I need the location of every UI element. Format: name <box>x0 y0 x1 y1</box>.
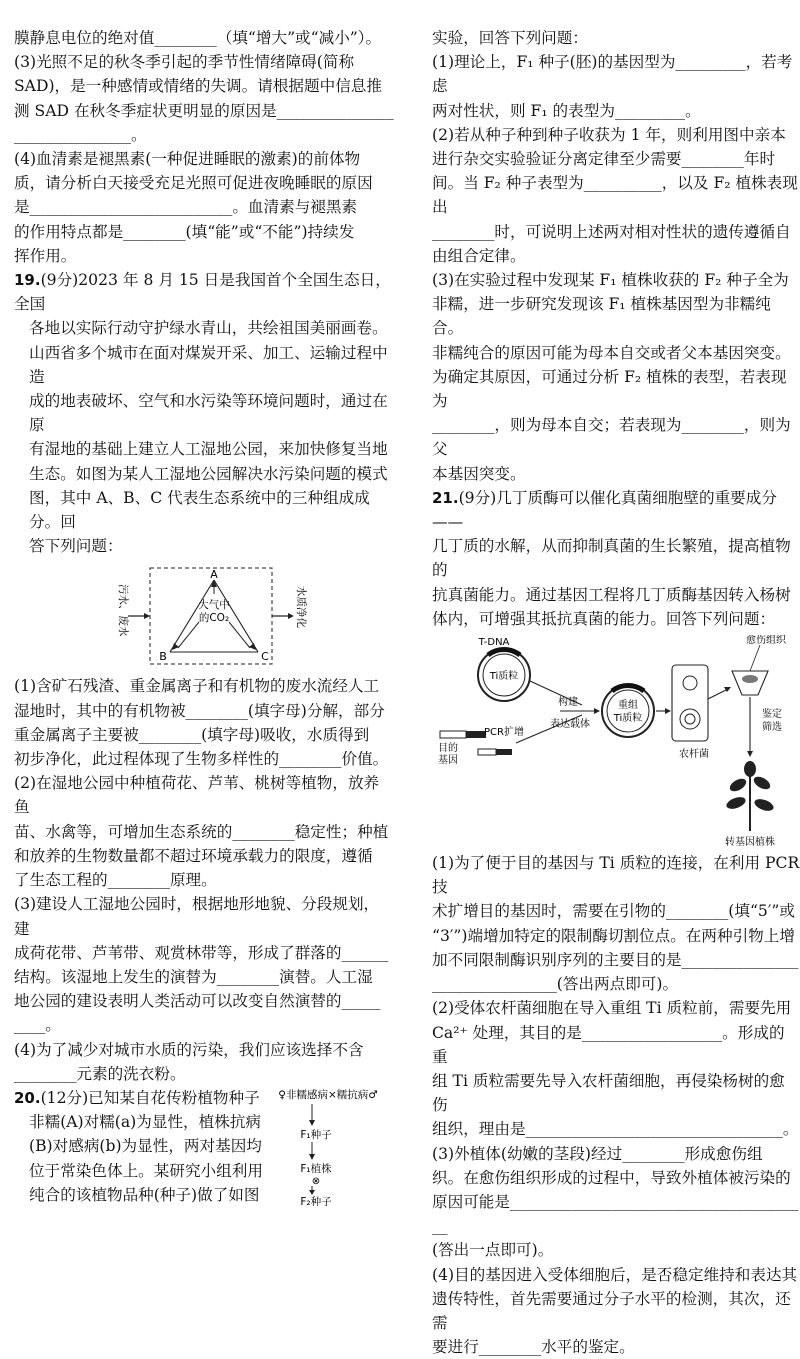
text-line: ________时，可说明上述两对相对性状的遗传遵循自 <box>432 222 791 241</box>
text-line: 生态。如图为某人工湿地公园解决水污染问题的模式 <box>29 464 388 483</box>
text-line: 挥作用。 <box>14 246 77 265</box>
pcr-product-2 <box>496 749 512 755</box>
text-line: 本基因突变。 <box>432 464 526 483</box>
text-line: 成的地表破坏、空气和水污染等环境问题时，通过在原 <box>29 392 388 435</box>
transgenic-plant-label: 转基因植株 <box>725 837 775 848</box>
cross-diagram <box>264 1086 394 1206</box>
text-line: 的作用特点都是________(填“能”或“不能”)持续发 <box>14 222 355 241</box>
plant-leaf-icon <box>752 774 773 792</box>
node-b-label: B <box>159 650 167 664</box>
text-line: 由组合定律。 <box>432 246 526 265</box>
text-line: 非糯(A)对糯(a)为显性，植株抗病 <box>29 1113 262 1132</box>
text-line: (3)外植体(幼嫩的茎段)经过________形成愈伤组 <box>432 1144 763 1163</box>
center-label-2: 的CO₂ <box>198 612 230 625</box>
arrowhead-plant <box>747 751 753 757</box>
text-line: 重金属离子主要被________(填字母)吸收，水质得到 <box>14 725 370 744</box>
text-line: 有湿地的基础上建立人工湿地公园，来加快修复当地 <box>29 440 388 459</box>
text-line: SAD)，是一种感情或情绪的失调。请根据题中信息推 <box>14 77 382 96</box>
text-line: (4)血清素是褪黑素(一种促进睡眠的激素)的前体物 <box>14 150 361 169</box>
text-line: 非糯纯合的原因可能为母本自交或者父本基因突变。 <box>432 343 791 362</box>
text-line: _______________。 <box>14 125 147 144</box>
inflow-arrowhead <box>144 613 150 619</box>
text-line: 和放养的生物数量都不超过环境承载力的限度，遵循 <box>14 846 373 865</box>
edge-center-c <box>229 622 250 648</box>
f2-seed-label: F₂种子 <box>300 1195 332 1206</box>
cross-diagram-svg <box>264 1086 394 1206</box>
text-line: 要进行________水平的鉴定。 <box>432 1338 635 1357</box>
arrow-to-callus <box>708 689 728 699</box>
arrowhead-3 <box>309 1190 315 1195</box>
text-line: 结构。该湿地上发生的演替为________演替。人工湿 <box>14 967 373 986</box>
ti-plasmid-label: Ti质粒 <box>489 671 519 683</box>
outflow-label: 水质净化 <box>295 586 307 629</box>
text-line: 术扩增目的基因时，需要在引物的________(填“5′”或 <box>432 902 795 921</box>
text-line: 各地以实际行动守护绿水青山，共绘祖国美丽画卷。 <box>29 319 388 338</box>
text-line: 非糯，进一步研究发现该 F₁ 植株基因型为非糯纯合。 <box>432 295 771 338</box>
recombinant-label-2: Ti质粒 <box>613 713 643 725</box>
text-line: ________________(答出两点即可)。 <box>432 975 679 994</box>
text-line: 间。当 F₂ 种子表型为__________，以及 F₂ 植株表现出 <box>432 174 798 217</box>
text-line: (1)为了便于目的基因与 Ti 质粒的连接，在利用 PCR 技 <box>432 854 800 897</box>
text-line: 答下列问题： <box>29 537 123 556</box>
text-line: (1)理论上，F₁ 种子(胚)的基因型为_________，若考虑 <box>432 53 793 96</box>
text-line: 两对性状，则 F₁ 的表型为_________。 <box>432 101 701 120</box>
inflow-label: 污水、废水 <box>117 584 129 637</box>
plant-leaf-icon <box>744 761 756 777</box>
identify-label-1: 鉴定 <box>762 709 782 721</box>
left-column <box>14 26 394 1207</box>
recombinant-plasmid-inner <box>607 690 649 732</box>
bacterium-icon <box>683 676 697 690</box>
text-line: 是__________________________。血清素与褪黑素 <box>14 198 358 217</box>
node-a-label: A <box>210 568 218 582</box>
arrowhead-callus <box>724 687 731 692</box>
genetic-engineering-diagram <box>432 635 800 847</box>
target-gene-bar <box>440 731 466 738</box>
question-number: 20. <box>14 1088 41 1107</box>
text-line: 进行杂交实验验证分离定律至少需要________年时 <box>432 150 776 169</box>
question-19 <box>14 268 394 1086</box>
question-number: 21. <box>432 488 459 507</box>
text-line: 几丁质的水解，从而抑制真菌的生长繁殖，提高植物的 <box>432 537 791 580</box>
text-line: 成荷花带、芦苇带、观赏林带等，形成了群落的______ <box>14 943 389 962</box>
text-line: 纯合的该植物品种(种子)做了如图 <box>29 1185 260 1204</box>
cross-parents: ♀非糯感病×糯抗病♂ <box>278 1088 378 1101</box>
expression-vector-label: 表达载体 <box>550 719 590 731</box>
pcr-product-1 <box>478 749 496 755</box>
bacterium-cell-icon <box>680 709 700 729</box>
target-gene-bar-dark <box>466 731 486 738</box>
text-line: 为确定其原因，可通过分析 F₂ 植株的表型，若表现为 <box>432 367 787 411</box>
text-line: 测 SAD 在秋冬季症状更明显的原因是_______________ <box>14 101 394 120</box>
f1-plant-label: F₁植株 <box>300 1162 332 1175</box>
text-line: 膜静息电位的绝对值________（填“增大”或“减小”）。 <box>14 29 382 47</box>
text-line: (9分)2023 年 8 月 15 日是我国首个全国生态日，全国 <box>14 271 391 314</box>
text-line: 体内，可增强其抵抗真菌的能力。回答下列问题： <box>432 609 776 628</box>
text-line: 位于常染色体上。某研究小组利用 <box>29 1161 263 1180</box>
text-line: 质，请分析白天接受充足光照可促进夜晚睡眠的原因 <box>14 174 373 193</box>
edge-center-b <box>178 622 199 648</box>
question-21 <box>432 486 800 1359</box>
right-column <box>432 26 800 1359</box>
recombinant-label-1: 重组 <box>618 700 638 712</box>
pcr-label: PCR扩增 <box>484 727 524 739</box>
callus-pointer <box>750 645 760 671</box>
callus-icon <box>742 675 758 683</box>
text-line: (4)目的基因进入受体细胞后，是否稳定维持和表达其 <box>432 1265 798 1284</box>
arrowhead-agrobacterium <box>665 708 671 714</box>
text-line: 初步净化，此过程体现了生物多样性的________价值。 <box>14 750 389 769</box>
text-line: 了生态工程的________原理。 <box>14 871 217 890</box>
arrowhead-1 <box>309 1120 315 1126</box>
wetland-diagram-svg <box>14 564 394 668</box>
text-line: (3)光照不足的秋冬季引起的季节性情绪障碍(简称 <box>14 53 355 72</box>
recombinant-plasmid-circle <box>602 685 654 737</box>
text-line: (4)为了减少对城市水质的污染，我们应该选择不含 <box>14 1040 364 1059</box>
plant-leaf-icon <box>725 795 747 811</box>
text-line: ________，则为母本自交；若表现为________，则为父 <box>432 416 791 459</box>
identify-label-2: 筛选 <box>762 722 782 734</box>
text-line: 原因可能是_______________________________________ <box>432 1192 799 1236</box>
text-line: 图，其中 A、B、C 代表生态系统中的三种组成成分。回 <box>29 488 370 532</box>
text-line: “3′”)端增加特定的限制酶切割位点。在两种引物上增 <box>432 926 795 945</box>
arrowhead-2 <box>309 1154 315 1160</box>
text-line: 苗、水禽等，可增加生态系统的________稳定性；种植 <box>14 822 389 841</box>
text-line: 抗真菌能力。通过基因工程将几丁质酶基因转入杨树 <box>432 585 791 604</box>
target-gene-label-1: 目的 <box>438 743 458 755</box>
text-line: (2)若从种子种到种子收获为 1 年，则利用图中亲本 <box>432 125 786 144</box>
text-line: ________元素的洗衣粉。 <box>14 1064 186 1083</box>
plant-leaf-icon <box>728 776 749 794</box>
construct-label: 构建 <box>558 697 578 709</box>
text-line: 湿地时，其中的有机物被________(填字母)分解，部分 <box>14 701 385 720</box>
text-line: Ca²⁺ 处理，其目的是__________________。形成的重 <box>432 1023 785 1066</box>
center-label-1: 大气中 <box>198 599 230 612</box>
selfing-symbol: ⊗ <box>311 1175 321 1187</box>
tdna-label: T-DNA <box>478 637 510 649</box>
text-line: (9分)几丁质酶可以催化真菌细胞壁的重要成分—— <box>432 488 777 532</box>
text-line: 地公园的建设表明人类活动可以改变自然演替的_____ <box>14 992 381 1011</box>
text-line: ____。 <box>14 1016 61 1035</box>
agrobacterium-label: 农杆菌 <box>679 749 709 761</box>
plant-leaf-icon <box>753 797 775 813</box>
text-line: 山西省多个城市在面对煤炭开采、加工、运输过程中造 <box>29 343 388 386</box>
text-line: 加不同限制酶识别序列的主要目的是_______________ <box>432 950 799 969</box>
text-line: 遗传特性，首先需要通过分子水平的检测，其次，还需 <box>432 1289 791 1332</box>
text-line: (2)在湿地公园中种植荷花、芦苇、桃树等植物，放养鱼 <box>14 774 380 817</box>
text-line: (B)对感病(b)为显性，两对基因均 <box>29 1137 262 1156</box>
text-line: (2)受体农杆菌细胞在导入重组 Ti 质粒前，需要先用 <box>432 999 792 1018</box>
text-line: (3)建设人工湿地公园时，根据地形地貌、分段规划，建 <box>14 895 380 938</box>
question-20 <box>14 1086 394 1207</box>
text-line: 织。在愈伤组织形成的过程中，导致外植体被污染的 <box>432 1168 791 1187</box>
wetland-diagram <box>14 564 394 668</box>
text-line: (答出一点即可)。 <box>432 1241 554 1260</box>
bacterium-plasmid-icon <box>685 714 695 724</box>
f1-seed-label: F₁种子 <box>300 1128 332 1141</box>
arrowhead-construct <box>594 708 600 714</box>
outflow-arrowhead <box>288 613 294 619</box>
text-line: 组 Ti 质粒需要先导入农杆菌细胞，再侵染杨树的愈伤 <box>432 1071 785 1115</box>
question-line <box>432 486 800 534</box>
node-c-label: C <box>261 650 269 664</box>
text-line: 实验，回答下列问题： <box>432 29 588 47</box>
callus-label: 愈伤组织 <box>746 635 786 647</box>
text-line: (12分)已知某自花传粉植物种子 <box>40 1088 260 1107</box>
target-gene-label-2: 基因 <box>438 755 458 767</box>
genetic-engineering-svg <box>432 635 800 847</box>
text-line: (1)含矿石残渣、重金属离子和有机物的废水流经人工 <box>14 677 380 696</box>
question-number: 19. <box>14 271 41 290</box>
question-line <box>14 268 394 316</box>
text-line: 组织，理由是_________________________________。 <box>432 1120 799 1139</box>
text-line: (3)在实验过程中发现某 F₁ 植株收获的 F₂ 种子全为 <box>432 271 789 290</box>
